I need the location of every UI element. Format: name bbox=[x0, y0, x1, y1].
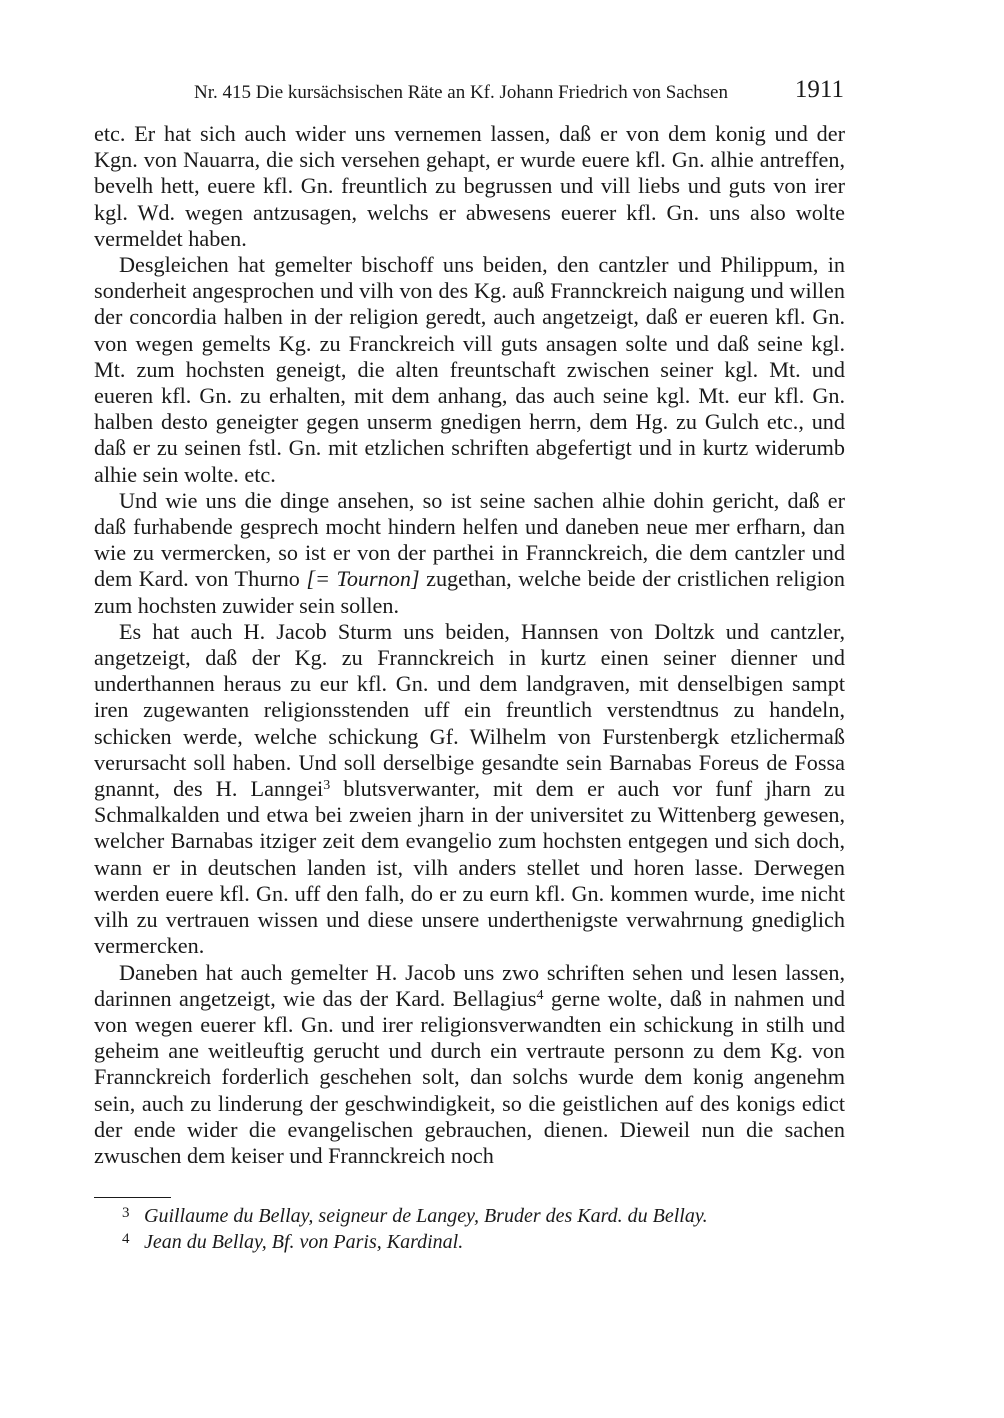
paragraph-text: Daneben hat auch gemelter H. Jacob uns zwo schriften sehen und lesen lassen, darinnen angetzeigt, wie das der Kard. Bellagius bbox=[94, 959, 845, 1011]
paragraph-5 bbox=[94, 960, 845, 1170]
paragraph-text: blutsverwanter, mit dem er auch vor funf jharn zu Schmalkalden und etwa bei zweien jharn in der universitet zu Wittenberg gewesen, welcher Barnabas itziger zeit dem evangelio zum hochsten entgegen und sich doch, wann er in deutschen landen ist, vilh anders stellet und horen lasse. Derwegen werden euere kfl. Gn. uff den falh, do er zu eurn kfl. Gn. kommen wurde, ime nicht vilh zu vertrauen wissen und diese unsere underthenigste verwahrnung gnediglich vermercken. bbox=[94, 776, 846, 959]
running-head-title: Nr. 415 Die kursächsischen Räte an Kf. Johann Friedrich von Sachsen bbox=[194, 82, 728, 103]
main-text bbox=[94, 121, 845, 1169]
running-head bbox=[94, 76, 844, 110]
paragraph-4 bbox=[94, 619, 845, 960]
footnote-divider bbox=[94, 1197, 171, 1198]
paragraph-3 bbox=[94, 488, 845, 619]
paragraph-text: zugethan, welche beide der cristlichen religion zum hochsten zuwider sein sollen. bbox=[94, 566, 845, 618]
paragraph-text: Und wie uns die dinge ansehen, so ist seine sachen alhie dohin gericht, daß er daß furhabende gesprech mocht hindern helfen und daneben neue mer erfharn, dan wie zu vermercken, so ist er von der parthei in Frannckreich, die dem cantzler und dem Kard. von Thurno bbox=[94, 487, 845, 592]
page-number: 1911 bbox=[794, 76, 844, 103]
paragraph-text: Es hat auch H. Jacob Sturm uns beiden, Hannsen von Doltzk und cantzler, angetzeigt, daß der Kg. zu Frannckreich in kurtz einen seiner dienner und underthannen heraus zu eur kfl. Gn. und dem landgraven, mit denselbigen sampt iren zugewanten religionsstenden uff ein freuntlich verstendtnus zu handeln, schicken werde, welche schickung Gf. Wilhelm von Furstenbergk etzlichermaß verursacht soll haben. Und soll derselbige gesandte sein Barnabas Foreus de Fossa gnannt, des H. Lanngei bbox=[94, 618, 845, 802]
footnote-text: Guillaume du Bellay, seigneur de Langey, Bruder des Kard. du Bellay. bbox=[144, 1205, 708, 1227]
footnote-text: Jean du Bellay, Bf. von Paris, Kardinal. bbox=[144, 1231, 464, 1253]
paragraph-text: etc. Er hat sich auch wider uns vernemen lassen, daß er von dem konig und der Kgn. von Nauarra, die sich versehen gehapt, er wurde euere kfl. Gn. alhie antreffen, bevelh hett, euere kfl. Gn. freuntlich zu begrussen und vill liebs und guts von irer kgl. Wd. wegen antzusagen, welchs er abwesens euerer kfl. Gn. uns also wolte vermeldet haben. bbox=[94, 121, 845, 251]
paragraph-text: Desgleichen hat gemelter bischoff uns beiden, den cantzler und Philippum, in sonderheit angesprochen und vilh von des Kg. auß Frannckreich naigung und willen der concordia halben in der religion geredt, auch angetzeigt, daß er eueren kfl. Gn. von wegen gemelts Kg. zu Franckreich vill guts ansagen solte und daß seine kgl. Mt. zum hochsten geneigt, die alten freuntschaft zwischen seiner kgl. Mt. und eueren kfl. Gn. zu erhalten, mit dem anhang, das auch seine kgl. Mt. eur kfl. Gn. halben desto geneigter gegen unserm gnedigen herrn, dem Hg. zu Gulch etc., und daß er zu seinen fstl. Gn. mit etzlichen schriften abgefertigt und in kurtz widerumb alhie sein wolte. etc. bbox=[94, 252, 845, 487]
footnote-3: 3 Guillaume du Bellay, seigneur de Langey, Bruder des Kard. du Bellay. bbox=[122, 1205, 708, 1227]
paragraph-2 bbox=[94, 252, 845, 488]
footnotes bbox=[94, 1203, 845, 1255]
footnote-ref-4[interactable]: 4 bbox=[536, 987, 544, 1003]
footnote-4: 4 Jean du Bellay, Bf. von Paris, Kardinal. bbox=[122, 1231, 464, 1253]
paragraph-1 bbox=[94, 121, 845, 252]
editorial-note: [= Tournon] bbox=[306, 566, 420, 592]
paragraph-text: gerne wolte, daß in nahmen und von wegen euerer kfl. Gn. und irer religionsverwandten ein schickung in stilh und geheim ane weitleuftig gerucht und durch ein vertraute personn zu dem Kg. von Frannckreich forderlich geschehen solt, dan solchs wurde dem konig angenehm sein, auch zu linderung der geschwindigkeit, so die geistlichen auf des konigs edict der ende wider die evangelischen gebrauchen, dienen. Dieweil nun die sachen zwuschen dem keiser und Frannckreich noch bbox=[94, 985, 845, 1168]
footnote-ref-3[interactable]: 3 bbox=[323, 778, 331, 794]
